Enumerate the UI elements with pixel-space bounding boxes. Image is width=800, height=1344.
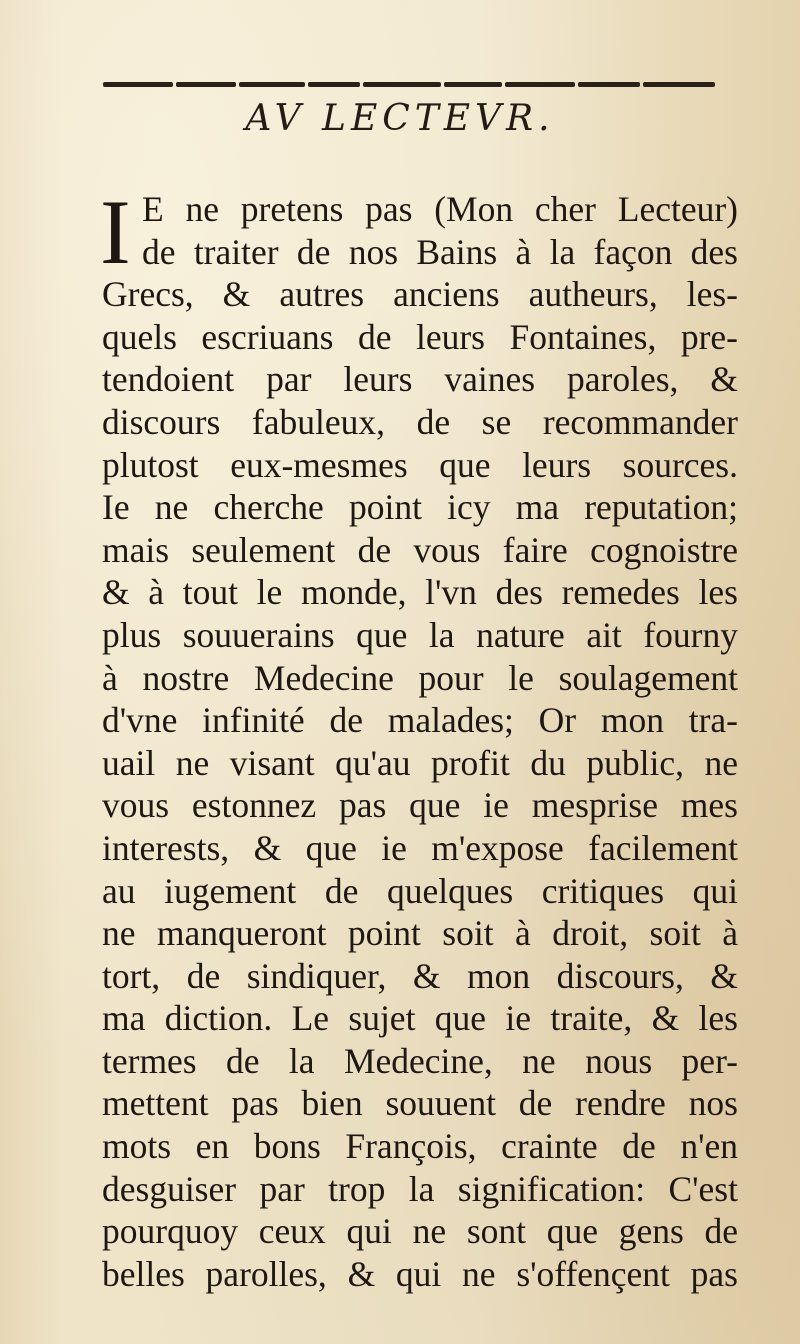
rule-segment — [363, 82, 441, 87]
text-line: ne manqueront point soit à droit, soit à — [102, 913, 738, 954]
text-line: tendoient par leurs vaines paroles, & — [102, 359, 738, 400]
rule-segment — [176, 82, 236, 87]
rule-segment — [444, 82, 502, 87]
text-line: d'vne infinité de malades; Or mon tra- — [102, 700, 738, 741]
text-line: termes de la Medecine, ne nous per- — [102, 1040, 738, 1081]
text-line: plus souuerains que la nature ait fourny — [102, 614, 738, 655]
text-line: & à tout le monde, l'vn des remedes les — [102, 572, 738, 613]
text-line: pourquoy ceux qui ne sont que gens de — [102, 1211, 738, 1252]
text-line: Grecs, & autres anciens autheurs, les- — [102, 274, 738, 315]
text-line: plutost eux-mesmes que leurs sources. — [102, 444, 738, 485]
rule-segment — [505, 82, 575, 87]
text-line: desguiser par trop la signification: C'est — [102, 1168, 738, 1209]
text-line: interests, & que ie m'expose facilement — [102, 827, 738, 868]
drop-cap: I — [100, 181, 131, 283]
rule-segment — [643, 82, 715, 87]
text-line: au iugement de quelques critiques qui — [102, 870, 738, 911]
rule-segment — [578, 82, 640, 87]
text-line: quels escriuans de leurs Fontaines, pre- — [102, 316, 738, 357]
rule-segment — [308, 82, 360, 87]
text-line: Ie ne cherche point icy ma reputation; — [102, 487, 738, 528]
text-line: mettent pas bien souuent de rendre nos — [102, 1083, 738, 1124]
text-line: ma diction. Le sujet que ie traite, & les — [102, 998, 738, 1039]
body-text — [100, 181, 738, 1295]
text-line: vous estonnez pas que ie mesprise mes — [102, 785, 738, 826]
text-line: uail ne visant qu'au profit du public, ne — [102, 742, 738, 783]
text-line: mots en bons François, crainte de n'en — [102, 1126, 738, 1167]
text-line: mais seulement de vous faire cognoistre — [102, 529, 738, 570]
text-line: tort, de sindiquer, & mon discours, & — [102, 955, 738, 996]
ornamental-rule — [103, 80, 735, 89]
page-heading: AV LECTEVR. — [245, 98, 555, 139]
text-line: à nostre Medecine pour le soulagement — [102, 657, 738, 698]
rule-segment — [239, 82, 305, 87]
text-line: de traiter de nos Bains à la façon des — [142, 231, 738, 272]
rule-segment — [103, 82, 173, 87]
text-line: E ne pretens pas (Mon cher Lecteur) — [142, 189, 738, 229]
text-line: discours fabuleux, de se recommander — [102, 401, 738, 442]
text-line: belles parolles, & qui ne s'offençent pas — [102, 1253, 738, 1294]
